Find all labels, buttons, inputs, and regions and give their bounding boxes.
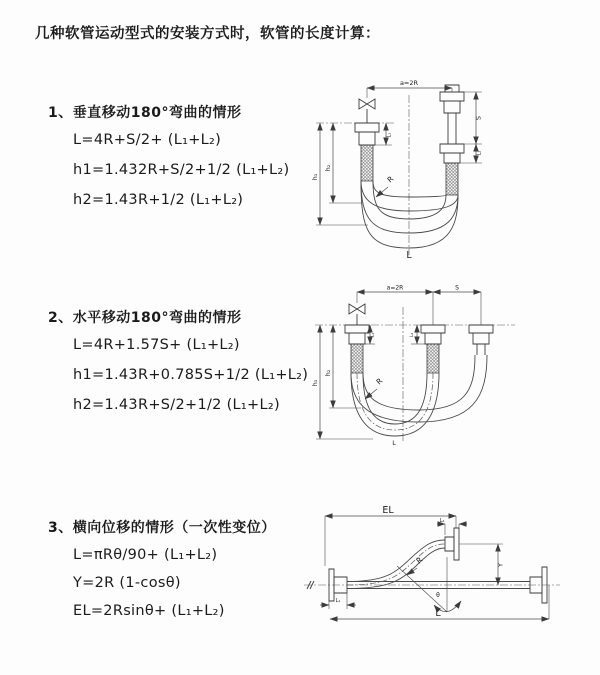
formula-3-EL: EL=2Rsinθ+ (L₁+L₂): [73, 603, 225, 619]
label-r: R: [414, 555, 425, 566]
label-el: EL: [382, 505, 394, 516]
label-r: R: [374, 376, 385, 387]
dim-l2: [437, 518, 467, 535]
label-l1: L₁: [335, 598, 341, 604]
section3-heading: 3、横向位移的情形（一次性变位）: [48, 520, 276, 536]
dim-el: [325, 505, 456, 566]
formula-2-h1: h1=1.43R+0.785S+1/2 (L₁+L₂): [73, 367, 309, 383]
label-s: S: [474, 115, 483, 121]
label-l2: L₂: [410, 332, 415, 338]
label-h2: h₂: [324, 164, 332, 172]
valve-icon: [359, 99, 375, 123]
hose-loops: [361, 181, 458, 248]
label-a2r: a=2R: [399, 79, 419, 87]
valve-icon: [349, 304, 365, 325]
label-s: S: [455, 284, 459, 292]
dim-l: [330, 585, 549, 619]
section1-heading: 1、垂直移动180°弯曲的情形: [48, 105, 242, 121]
label-h1: h₁: [311, 173, 319, 181]
dim-a2r: [357, 285, 481, 326]
label-l1: L₁: [371, 332, 376, 338]
left-pipe: [355, 123, 379, 181]
hose-loops: [351, 355, 487, 436]
label-l: L: [406, 250, 412, 259]
diagram-lateral-displacement: [298, 502, 598, 630]
dim-l1: [320, 593, 356, 609]
label-l: L: [435, 608, 441, 619]
label-l2: L₂: [476, 150, 483, 156]
formula-3-Y: Y=2R (1-cosθ): [73, 575, 181, 591]
left-pipe: [345, 325, 369, 373]
label-theta: θ: [436, 592, 440, 599]
radius-callout: [376, 174, 395, 197]
formula-3-L: L=πRθ/90+ (L₁+L₂): [73, 547, 218, 563]
label-r: R: [385, 174, 396, 185]
middle-pipe: [421, 325, 445, 373]
dim-l2: [476, 144, 483, 163]
formula-1-h2: h2=1.43R+1/2 (L₁+L₂): [73, 192, 244, 208]
angle-construction: [397, 557, 461, 612]
upper-flange: [445, 528, 459, 560]
formula-1-h1: h1=1.432R+S/2+1/2 (L₁+L₂): [73, 162, 290, 178]
formula-2-h2: h2=1.43R+S/2+1/2 (L₁+L₂): [73, 397, 280, 413]
formula-1-L: L=4R+S/2+ (L₁+L₂): [73, 132, 222, 148]
right-pipe: [440, 85, 464, 195]
radius-callout: [365, 376, 384, 399]
right-pipe: [469, 325, 493, 355]
formula-2-L: L=4R+1.57S+ (L₁+L₂): [73, 337, 240, 353]
diagram-vertical-180-bend: [306, 73, 598, 259]
label-h2: h₂: [324, 369, 332, 377]
section2-heading: 2、水平移动180°弯曲的情形: [48, 310, 242, 326]
page-title: 几种软管运动型式的安装方式时，软管的长度计算：: [35, 26, 380, 42]
dim-h1: [311, 123, 368, 225]
diagram-horizontal-180-bend: [303, 281, 595, 457]
label-h1: h₁: [311, 379, 319, 387]
dim-a2r: [367, 79, 452, 98]
label-a2r: a=2R: [386, 284, 404, 292]
label-l1: L₁: [386, 132, 393, 138]
dim-l2: [409, 325, 425, 344]
dim-l1: [375, 123, 393, 145]
dim-s: [433, 285, 481, 293]
label-y: Y: [496, 563, 505, 567]
label-l2: L₂: [439, 518, 445, 524]
dim-h2: [324, 123, 362, 203]
label-l: L: [392, 439, 396, 447]
dim-y: [459, 544, 505, 585]
